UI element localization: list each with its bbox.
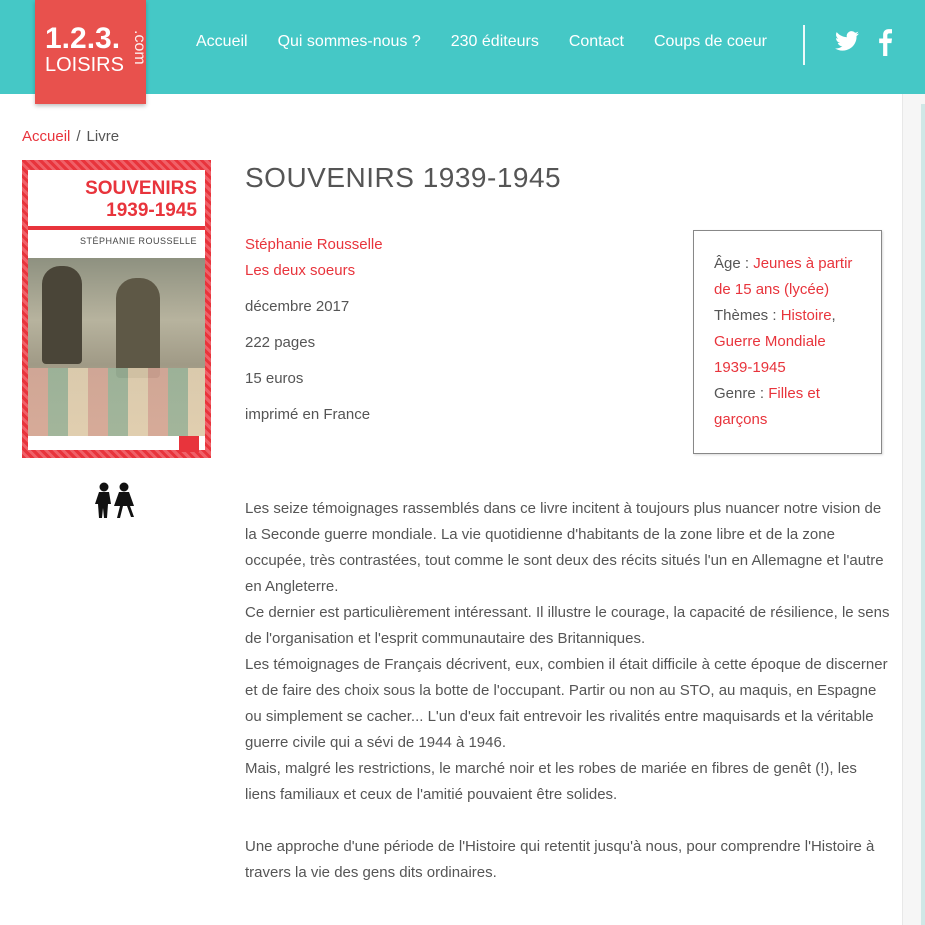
children-icon xyxy=(94,482,136,525)
theme-guerre-link[interactable]: Guerre Mondiale 1939-1945 xyxy=(714,333,826,376)
printed-in: imprimé en France xyxy=(245,406,371,423)
cover-rule xyxy=(28,226,205,230)
genre-link[interactable]: Filles et garçons xyxy=(714,385,820,428)
book-description xyxy=(245,496,890,886)
publisher-logo xyxy=(179,436,199,452)
top-navigation-bar xyxy=(0,0,925,94)
book-title: SOUVENIRS 1939-1945 xyxy=(245,162,562,193)
cover-figure-right xyxy=(116,278,160,378)
publication-date: décembre 2017 xyxy=(245,298,350,315)
description-paragraph: Les seize témoignages rassemblés dans ce livre incitent à toujours plus nuancer notre vision de la Seconde guerre mondiale. La vie quotidienne d'habitants de la zone libre et de la zone occupée, très contrastées, tout comme le sont deux des récits situés l'un en Allemagne et l'autre en Angleterre. xyxy=(245,500,884,595)
nav-accueil[interactable]: Accueil xyxy=(196,33,248,50)
description-paragraph: Une approche d'une période de l'Histoire qui retentit jusqu'à nous, pour comprendre l'Histoire à travers la vie des gens dits ordinaires. xyxy=(245,838,875,881)
theme-separator: , xyxy=(831,307,836,324)
cover-figure-left xyxy=(42,266,82,364)
logo-line1: 1.2.3. xyxy=(45,22,121,55)
description-paragraph: Mais, malgré les restrictions, le marché noir et les robes de mariée en fibres de genêt (!), les liens familiaux et ceux de l'amitié pouvaient être solides. xyxy=(245,760,857,803)
book-meta xyxy=(245,232,383,428)
cover-photo xyxy=(28,258,205,436)
breadcrumb-home[interactable]: Accueil xyxy=(22,128,71,145)
publisher-link[interactable]: Les deux soeurs xyxy=(245,262,356,279)
twitter-icon[interactable] xyxy=(834,28,860,59)
book-info-box xyxy=(693,230,882,454)
logo-suffix: .com xyxy=(131,30,148,65)
breadcrumb-separator: / xyxy=(76,128,81,145)
genre-label: Genre : xyxy=(714,385,769,402)
scrollbar[interactable] xyxy=(902,94,925,925)
nav-qui-sommes-nous[interactable]: Qui sommes-nous ? xyxy=(277,33,421,50)
breadcrumb xyxy=(22,128,119,145)
author-link[interactable]: Stéphanie Rousselle xyxy=(245,236,383,253)
price: 15 euros xyxy=(245,370,304,387)
book-cover xyxy=(22,160,211,458)
paragraph-gap xyxy=(245,808,890,834)
theme-histoire-link[interactable]: Histoire xyxy=(780,307,832,324)
description-paragraph: Les témoignages de Français décrivent, eux, combien il était difficile à cette époque de discerner et de faire des choix sous la botte de l'occupant. Partir ou non au STO, au maquis, en Espagne ou simplement se cacher... L'un d'eux fait entrevoir les rivalités entre maquisards et la véritable guerre civile qui a sévi de 1944 à 1946. xyxy=(245,656,888,751)
logo-line2: LOISIRS xyxy=(45,54,124,76)
facebook-icon[interactable] xyxy=(876,28,894,61)
nav-editeurs[interactable]: 230 éditeurs xyxy=(450,33,539,50)
page-count: 222 pages xyxy=(245,334,316,351)
themes-label: Thèmes : xyxy=(714,307,781,324)
nav-coups-de-coeur[interactable]: Coups de coeur xyxy=(653,33,767,50)
nav-contact[interactable]: Contact xyxy=(568,33,624,50)
description-paragraph: Ce dernier est particulièrement intéressant. Il illustre le courage, la capacité de résilience, le sens de l'organisation et l'esprit communautaire des Britanniques. xyxy=(245,604,890,647)
age-label: Âge : xyxy=(714,255,754,272)
cover-title-line2: 1939-1945 xyxy=(106,200,197,221)
cover-author: STÉPHANIE ROUSSELLE xyxy=(79,236,197,246)
cover-panel xyxy=(28,170,205,450)
main-nav xyxy=(196,33,797,51)
site-logo[interactable] xyxy=(35,0,146,104)
breadcrumb-current: Livre xyxy=(86,128,120,145)
cover-documents xyxy=(28,368,205,436)
age-link[interactable]: Jeunes à partir de 15 ans (lycée) xyxy=(714,255,853,298)
nav-divider xyxy=(803,25,805,65)
cover-title-line1: SOUVENIRS xyxy=(85,178,197,199)
